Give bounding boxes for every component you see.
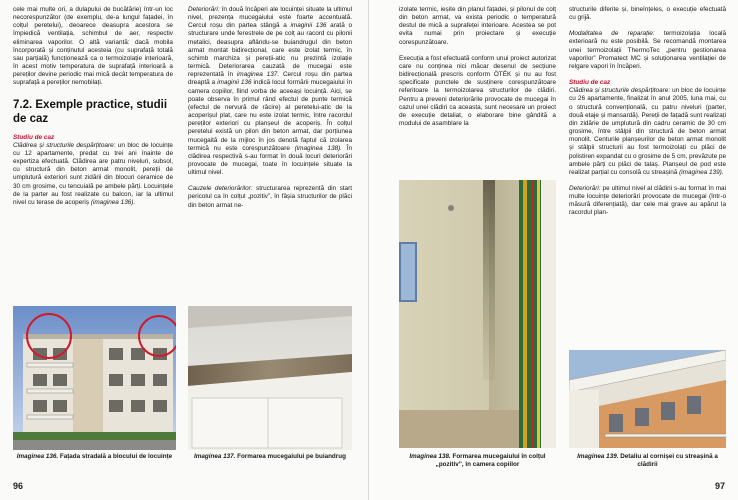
case-study-subheading: Studiu de caz: [13, 133, 55, 141]
damage-paragraph-2: Deteriorări: pe ultimul nivel al clădirii s-au format în mai multe locuințe deteriorări provocate de mucegai (într-o măsură diferențiată), dar cele mai grave au apărut la racordul plan-: [569, 184, 726, 217]
caption-139: Imaginea 139. Detaliu al cornișei cu streașină a clădirii: [577, 453, 718, 468]
caption-136: Imaginea 136. Fațada stradală a blocului de locuințe: [16, 453, 173, 460]
right-column-2: [569, 6, 726, 218]
right-para-3: structurile diferite și, bineînțeles, o execuție efectuată cu grijă.: [569, 6, 726, 22]
page-number-right: 97: [714, 481, 725, 491]
right-para-2: Execuția a fost efectuată conform unui proiect autorizat care nu conținea nici măcar desenul de secțiune bidirecțională prescris conform ÖTÉK și nu au fost specificate punctele de susținere corespunzătoare referitoare la termoizolarea structurilor de clădiri. Pentru a preveni deteriorările provocate de mucegai în cazul unei clădiri ca aceasta, sunt necesare un proiect de execuție detaliat, o elaborare bine gândită a modului de asamblare la: [399, 54, 556, 128]
causes-paragraph: Cauzele deteriorărilor: structurarea reprezentă din start pericolul ca în colțul „pozitiv”, în fâșia structurilor de plăci din beton armat ne-: [188, 185, 352, 209]
left-column-1: [13, 6, 173, 207]
right-column-1: [399, 6, 556, 128]
caption-138: Imaginea 138. Formarea mucegaiului în colțul „pozitiv”, în camera copiilor: [409, 453, 546, 468]
damage-paragraph: Deteriorări: în două încăperi ale locuinței situate la ultimul nivel, prezența mucegaiului este foarte accentuată. Cercul roșu din partea stângă a imaginii 136 arată o structurare unde ferestrele de pe colț au racord cu pilonii metalici, deasupra aflându-se buiandrugul din beton armat montat bidirecțional, care este izolat termic, în schimb marchiza și pereții-atic nu prezintă izolație termică. Deteriorarea cauzată de mucegai este reprezentată în imaginea 137. Cercul roșu din partea dreaptă a imaginii 136 indică locul formării mucegaiului în camera copiilor, fiind vorba de aceeași locuință. Aici, se poate observa în primul rând efectul de punte termică (efectul de nervură de răcire) al peretelui-atic de la acoperișul plat, care nu este izolat termic, între racordul pereților exteriori cu planșeul de acoperiș. În colțul peretelui există un pilon din beton armat, dar porțiunea mucegaită de la mijloc în jos denotă faptul că izolarea termică nu este corespunzătoare (imaginea 138). În clădirea respectivă s-au format în două locuri deteriorări provocate de mucegai, toate în locuințele situate la ultimul nivel.: [188, 6, 352, 177]
caption-137: Imaginea 137. Formarea mucegaiului pe buiandrug: [194, 453, 346, 460]
image-ref: (imaginea 136).: [90, 198, 136, 206]
photo-137-mould-lintel: [188, 306, 352, 450]
case-study-paragraph: Clădirea și structurile despărțitoare: un bloc de locuințe cu 12 apartamente, predat cu trei ani înainte de expertiza efectuată. Clădirea are patru niveluri, subsol, cu structură din beton armat monolit, pereții de umplutură exteriori sunt zidării din blocuri ceramice de 30 cm grosime, cu tencuială pe ambele părți. Locuințele de la parter au fost realizate cu balcon, iar la ultimul nivel cu terase de acoperiș (imaginea 136).: [13, 141, 173, 206]
page-right: [369, 0, 738, 500]
lead-italic: Clădirea și structurile despărțitoare:: [13, 141, 116, 149]
intro-paragraph: cele mai multe ori, a dulapului de bucătărie) într-un loc necorespunzător (de exemplu, de-a lungul fațadei, în colțul peretelui), deoarece deasupra acestora se împiedică ventilația, schimbul de aer, respectiv eliminarea vaporilor. O altă variantă: dacă mobila încorporată și conținutul acesteia (cu suprafață totală sau parțială) funcționează ca o termoizolație interioară, în acest motiv temperatura de suprafață interioară a pereților devine periodic mai mică decât temperatura de suprafață a pereților nemobilați.: [13, 6, 173, 87]
left-column-2: [188, 6, 352, 210]
photo-139-cornice-detail: [569, 350, 726, 448]
right-para-1: izolate termic, ieșite din planul fațadei, și pilonul de colț din beton armat, va exista periodic o temperatură destul de mică a suprafeței interioare. Acestea se pot evita numai prin proiectare și execuție corespunzătoare.: [399, 6, 556, 46]
photo-138-corner-mould: [399, 180, 556, 448]
section-heading: 7.2. Exemple practice, studii de caz: [13, 98, 168, 125]
case-study-subheading-2: Studiu de caz: [569, 79, 611, 87]
photo-136-building-facade: [13, 306, 176, 450]
repair-paragraph: Modalitatea de reparație: termoizolația locală exterioară nu este posibilă. Se recomandă montarea unei termoizolații ThermoTec „pentru gestionarea vaporilor” Promatect MC și soluționarea ventilației de relgare vapori în încăperi.: [569, 30, 726, 70]
page-number-left: 96: [13, 481, 24, 491]
case-study-paragraph-2: Clădirea și structurile despărțitoare: un bloc de locuințe cu 26 apartamente, finalizat în anul 2005, luna mai, cu o structură convențională, cu patru niveluri (parter, două etaje și mansardă). Pereții de fațadă sunt realizați din zidărie de umplutură din cadru ceramic de 30 cm grosime, între stâlpii din structură de beton armat monolit. Centurile planșeurilor de beton armat monolit și stâlpii structurii au fost termoizolați cu plăci de polistiren expandat cu o grosime de 5 cm, prevăzute pe ambele părți cu plăci de talaș. Planșeul de pod este realizat parțial cu consolă cu streașină (imaginea 139).: [569, 87, 727, 176]
